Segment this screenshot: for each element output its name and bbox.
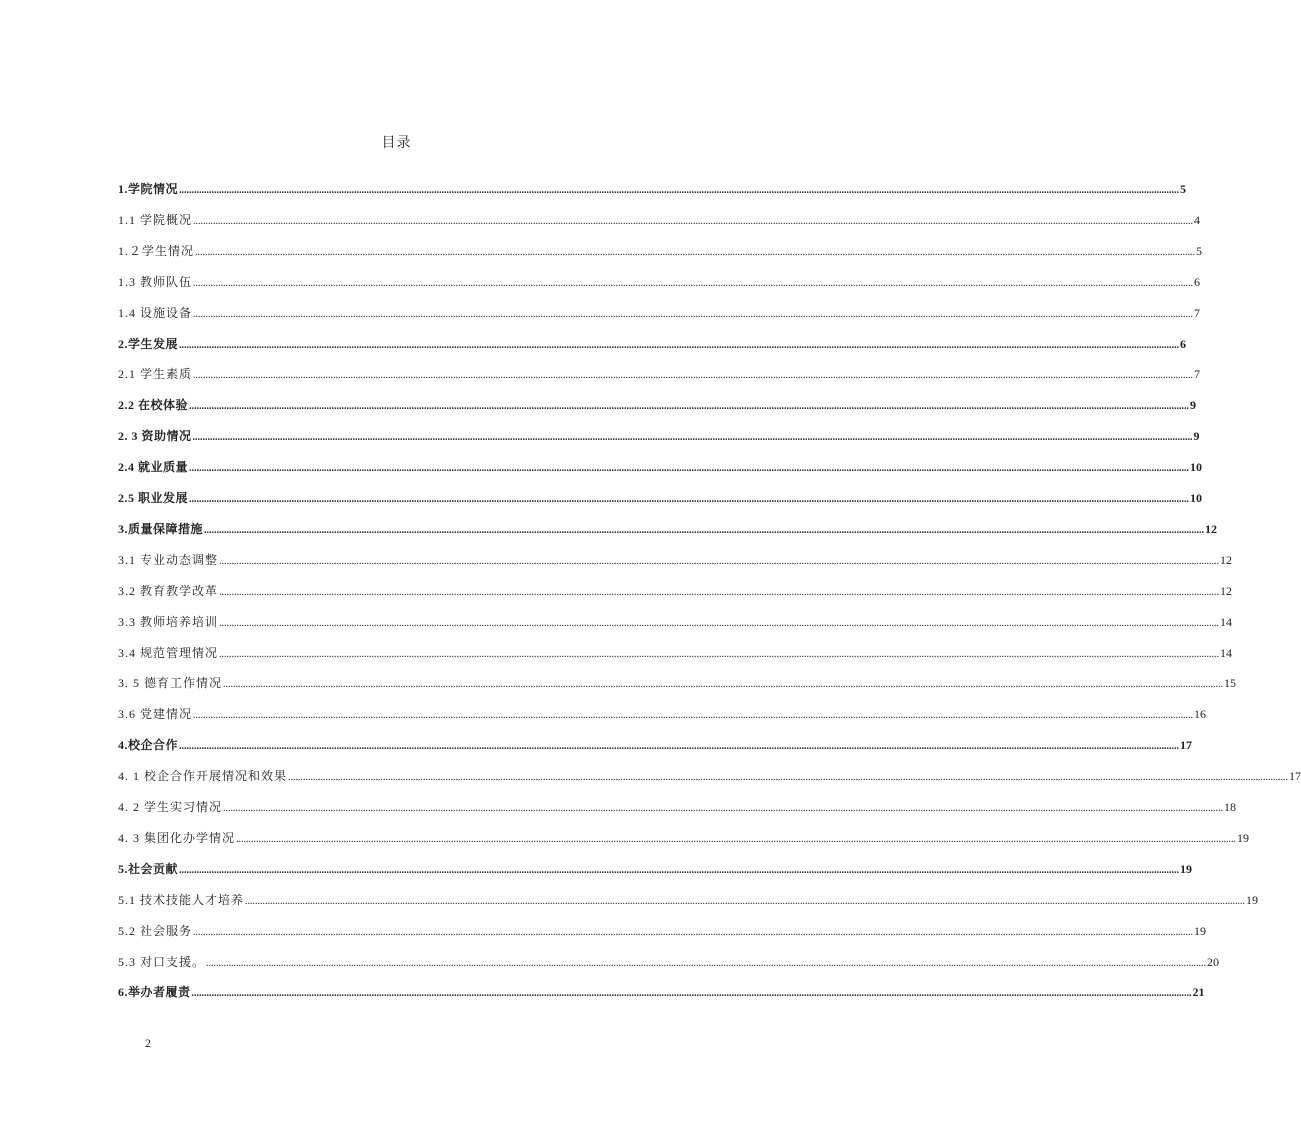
toc-entry[interactable] — [118, 922, 1207, 940]
toc-entry[interactable] — [118, 613, 1233, 631]
toc-entry-label: 5.1 技术技能人才培养 — [118, 893, 245, 907]
toc-entry-label: 1.3 教师队伍 — [118, 275, 193, 289]
toc-entry-label: 4. 1 校企合作开展情况和效果 — [118, 769, 288, 783]
toc-entry-page-number: 19 — [1180, 862, 1193, 876]
toc-entry-label: 4. 2 学生实习情况 — [118, 800, 223, 814]
toc-entry-label: 4. 3 集团化办学情况 — [118, 831, 236, 845]
toc-entry[interactable] — [118, 767, 1301, 785]
toc-entry-page-number: 9 — [1190, 398, 1197, 412]
toc-entry-label: 2.1 学生素质 — [118, 367, 193, 381]
toc-entry-label: 3.4 规范管理情况 — [118, 646, 219, 660]
toc-leader-dots: ................................................................................................................................................................................................................................................................................................................................................................................................................ — [193, 710, 1194, 721]
toc-entry[interactable] — [118, 396, 1197, 414]
toc-entry-label: 3.1 专业动态调整 — [118, 553, 219, 567]
toc-entry-page-number: 14 — [1220, 615, 1233, 629]
toc-entry-page-number: 4 — [1194, 213, 1201, 227]
toc-leader-dots: ................................................................................................................................................................................................................................................................................................................................................................................................................ — [195, 247, 1196, 258]
toc-entry[interactable] — [118, 798, 1237, 816]
toc-leader-dots: ................................................................................................................................................................................................................................................................................................................................................................................................................ — [245, 896, 1246, 907]
toc-entry-page-number: 14 — [1220, 646, 1233, 660]
toc-entry-page-number: 7 — [1194, 367, 1201, 381]
toc-entry[interactable] — [118, 736, 1193, 754]
toc-leader-dots: ................................................................................................................................................................................................................................................................................................................................................................................................................ — [189, 463, 1190, 474]
toc-entry-page-number: 17 — [1289, 769, 1301, 783]
toc-entry-page-number: 12 — [1205, 522, 1218, 536]
toc-entry-page-number: 19 — [1246, 893, 1259, 907]
toc-leader-dots: ................................................................................................................................................................................................................................................................................................................................................................................................................ — [192, 432, 1193, 443]
toc-entry[interactable] — [118, 520, 1218, 538]
toc-entry-page-number: 10 — [1190, 460, 1203, 474]
toc-entry-label: 2. 3 资助情况 — [118, 429, 192, 443]
toc-entry[interactable] — [118, 242, 1203, 260]
toc-entry[interactable] — [118, 953, 1220, 971]
toc-entry-label: 6.举办者履责 — [118, 985, 191, 999]
toc-leader-dots: ................................................................................................................................................................................................................................................................................................................................................................................................................ — [179, 741, 1180, 752]
toc-leader-dots: ................................................................................................................................................................................................................................................................................................................................................................................................................ — [219, 649, 1220, 660]
toc-leader-dots: ................................................................................................................................................................................................................................................................................................................................................................................................................ — [219, 587, 1220, 598]
toc-leader-dots: ................................................................................................................................................................................................................................................................................................................................................................................................................ — [236, 834, 1237, 845]
toc-entry-page-number: 16 — [1194, 707, 1207, 721]
toc-entry[interactable] — [118, 674, 1237, 692]
toc-entry[interactable] — [118, 365, 1201, 383]
toc-entry[interactable] — [118, 273, 1201, 291]
toc-entry[interactable] — [118, 829, 1250, 847]
toc-entry-label: 3. 5 德育工作情况 — [118, 676, 223, 690]
toc-leader-dots: ................................................................................................................................................................................................................................................................................................................................................................................................................ — [193, 309, 1194, 320]
toc-leader-dots: ................................................................................................................................................................................................................................................................................................................................................................................................................ — [189, 401, 1190, 412]
toc-entry[interactable] — [118, 891, 1259, 909]
toc-entry-page-number: 21 — [1192, 985, 1205, 999]
toc-entry-label: 5.3 对口支援。 — [118, 955, 206, 969]
toc-entry[interactable] — [118, 705, 1207, 723]
toc-entry-page-number: 19 — [1194, 924, 1207, 938]
toc-entry-page-number: 10 — [1190, 491, 1203, 505]
toc-entry-page-number: 12 — [1220, 584, 1233, 598]
toc-leader-dots: ................................................................................................................................................................................................................................................................................................................................................................................................................ — [223, 679, 1224, 690]
toc-leader-dots: ................................................................................................................................................................................................................................................................................................................................................................................................................ — [179, 185, 1180, 196]
toc-entry[interactable] — [118, 458, 1203, 476]
toc-entry-label: 5.社会贡献 — [118, 862, 179, 876]
toc-entry-label: 3.6 党建情况 — [118, 707, 193, 721]
toc-leader-dots: ................................................................................................................................................................................................................................................................................................................................................................................................................ — [193, 927, 1194, 938]
toc-entry-page-number: 19 — [1237, 831, 1250, 845]
toc-leader-dots: ................................................................................................................................................................................................................................................................................................................................................................................................................ — [223, 803, 1224, 814]
toc-entry-label: 3.3 教师培养培训 — [118, 615, 219, 629]
toc-entry-page-number: 5 — [1180, 182, 1187, 196]
toc-entry-page-number: 5 — [1196, 244, 1203, 258]
toc-leader-dots: ................................................................................................................................................................................................................................................................................................................................................................................................................ — [206, 958, 1207, 969]
toc-entry-label: 3.质量保障措施 — [118, 522, 204, 536]
toc-entry[interactable] — [118, 427, 1200, 445]
toc-entry-page-number: 9 — [1193, 429, 1200, 443]
toc-entry[interactable] — [118, 860, 1193, 878]
toc-entry-label: 3.2 教育教学改革 — [118, 584, 219, 598]
toc-entry-page-number: 6 — [1180, 337, 1187, 351]
toc-entry-label: 1.4 设施设备 — [118, 306, 193, 320]
toc-leader-dots: ................................................................................................................................................................................................................................................................................................................................................................................................................ — [219, 556, 1220, 567]
toc-entry[interactable] — [118, 582, 1233, 600]
toc-entry-label: 1.２学生情况 — [118, 244, 195, 258]
toc-entry[interactable] — [118, 644, 1233, 662]
toc-entry-page-number: 18 — [1224, 800, 1237, 814]
toc-entry-label: 2.4 就业质量 — [118, 460, 189, 474]
toc-leader-dots: ................................................................................................................................................................................................................................................................................................................................................................................................................ — [193, 278, 1194, 289]
toc-entry[interactable] — [118, 304, 1201, 322]
toc-entry-page-number: 17 — [1180, 738, 1193, 752]
toc-entry-page-number: 7 — [1194, 306, 1201, 320]
toc-leader-dots: ................................................................................................................................................................................................................................................................................................................................................................................................................ — [193, 370, 1194, 381]
toc-entry[interactable] — [118, 983, 1205, 1001]
toc-entry-label: 2.5 职业发展 — [118, 491, 189, 505]
toc-entry-page-number: 20 — [1207, 955, 1220, 969]
toc-entry-label: 2.学生发展 — [118, 337, 179, 351]
toc-entry[interactable] — [118, 180, 1187, 198]
toc-entry[interactable] — [118, 211, 1201, 229]
toc-entry-page-number: 6 — [1194, 275, 1201, 289]
toc-leader-dots: ................................................................................................................................................................................................................................................................................................................................................................................................................ — [179, 865, 1180, 876]
toc-leader-dots: ................................................................................................................................................................................................................................................................................................................................................................................................................ — [204, 525, 1205, 536]
toc-entry[interactable] — [118, 489, 1203, 507]
toc-leader-dots: ................................................................................................................................................................................................................................................................................................................................................................................................................ — [179, 340, 1180, 351]
toc-entry-label: 5.2 社会服务 — [118, 924, 193, 938]
toc-entry-label: 1.1 学院概况 — [118, 213, 193, 227]
toc-title: 目录 — [381, 136, 412, 151]
toc-entry[interactable] — [118, 551, 1233, 569]
toc-leader-dots: ................................................................................................................................................................................................................................................................................................................................................................................................................ — [189, 494, 1190, 505]
toc-leader-dots: ................................................................................................................................................................................................................................................................................................................................................................................................................ — [191, 988, 1192, 999]
toc-leader-dots: ................................................................................................................................................................................................................................................................................................................................................................................................................ — [193, 216, 1194, 227]
toc-entry-label: 1.学院情况 — [118, 182, 179, 196]
toc-entry-label: 2.2 在校体验 — [118, 398, 189, 412]
toc-leader-dots: ................................................................................................................................................................................................................................................................................................................................................................................................................ — [219, 618, 1220, 629]
footer-page-number: 2 — [145, 1036, 151, 1050]
toc-entry-page-number: 12 — [1220, 553, 1233, 567]
toc-leader-dots: ................................................................................................................................................................................................................................................................................................................................................................................................................ — [288, 772, 1289, 783]
toc-entry[interactable] — [118, 335, 1187, 353]
toc-entry-label: 4.校企合作 — [118, 738, 179, 752]
toc-entry-page-number: 15 — [1224, 676, 1237, 690]
